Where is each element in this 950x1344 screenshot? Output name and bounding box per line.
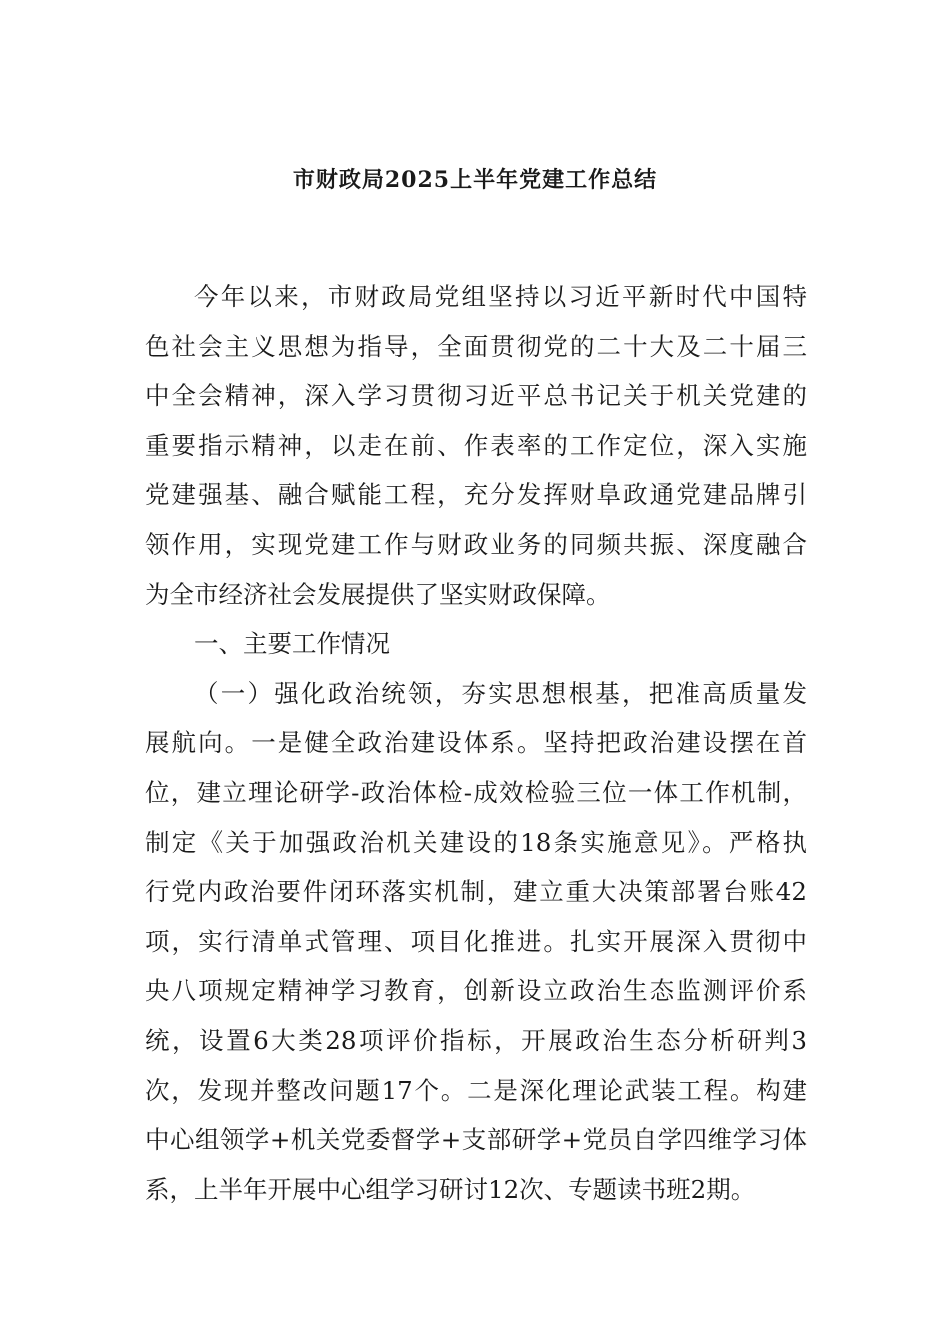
text-line: 展航向。一是健全政治建设体系。坚持把政治建设摆在首: [145, 728, 807, 758]
text-line: 行党内政治要件闭环落实机制，建立重大决策部署台账42: [145, 877, 807, 907]
text-line: 统，设置6大类28项评价指标，开展政治生态分析研判3: [145, 1025, 807, 1055]
text-line: 色社会主义思想为指导，全面贯彻党的二十大及二十届三: [145, 331, 807, 361]
text-line: 项，实行清单式管理、项目化推进。扎实开展深入贯彻中: [145, 926, 807, 956]
text-line: 系，上半年开展中心组学习研讨12次、专题读书班2期。: [145, 1174, 756, 1204]
text-line: （一）强化政治统领，夯实思想根基，把准高质量发: [194, 678, 807, 708]
text-line: 央八项规定精神学习教育，创新设立政治生态监测评价系: [145, 976, 807, 1006]
text-line: 今年以来，市财政局党组坚持以习近平新时代中国特: [194, 282, 807, 311]
text-line: 中心组领学+机关党委督学+支部研学+党员自学四维学习体: [145, 1125, 807, 1155]
text-line: 次，发现并整改问题17个。二是深化理论武装工程。构建: [145, 1075, 807, 1105]
text-line: 重要指示精神，以走在前、作表率的工作定位，深入实施: [145, 430, 807, 460]
text-line: 中全会精神，深入学习贯彻习近平总书记关于机关党建的: [145, 381, 807, 411]
section-heading: 一、主要工作情况: [194, 629, 390, 659]
text-line: 领作用，实现党建工作与财政业务的同频共振、深度融合: [145, 529, 807, 559]
text-line: 为全市经济社会发展提供了坚实财政保障。: [145, 579, 611, 609]
text-line: 党建强基、融合赋能工程，充分发挥财阜政通党建品牌引: [145, 480, 807, 510]
document-body: [145, 272, 807, 1214]
text-line: 制定《关于加强政治机关建设的18条实施意见》。严格执: [145, 827, 807, 857]
document-title: 市财政局2025上半年党建工作总结: [292, 167, 658, 193]
text-line: 位，建立理论研学-政治体检-成效检验三位一体工作机制，: [145, 777, 807, 807]
